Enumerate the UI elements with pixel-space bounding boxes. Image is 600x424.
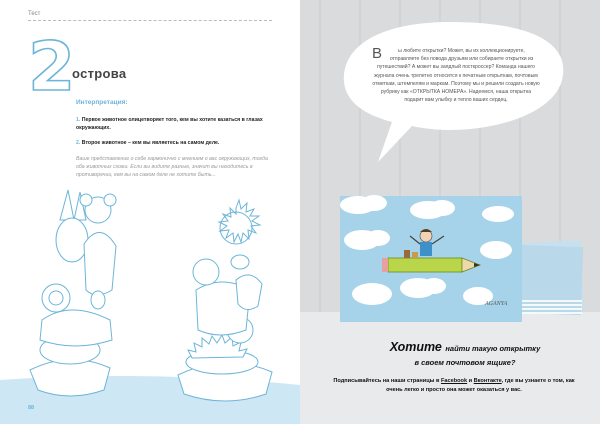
item-number: 1. [76, 117, 81, 123]
page-number: 88 [28, 405, 35, 411]
item-number: 2. [76, 140, 81, 146]
bubble-text [372, 47, 540, 104]
facebook-link[interactable]: Facebook [440, 378, 468, 384]
bear-head-icon [193, 259, 219, 285]
rabbit-icon [56, 218, 88, 262]
cta-title [340, 341, 590, 369]
main-postcard [340, 195, 522, 322]
big-number-two [26, 28, 86, 98]
right-page [300, 0, 600, 424]
cta-body-before: Подписывайтесь на наши страницы в [333, 378, 441, 384]
postcard-stack [516, 240, 584, 315]
interpretation-heading: Интерпретация: [76, 99, 128, 106]
bubble-body: ы любите открытки? Может, вы их коллекционируете, отправляете без повода друзьям или собираете открытки из путешествий? А может вы заядлый посткроссер? Команда нашего журнала очень трепетно относится к печатным открыткам, почтовым отметкам, штемпелям и маркам. Поэтому мы и решили создать новую рубрику как «ОТКРЫТКА НОМЕРА». Надеемся, наша открытка подарит вам улыбку и тепло ваших сердец. [372, 48, 540, 104]
pencil-icon [382, 258, 480, 272]
animal-islands-illustration [0, 180, 300, 424]
interpretation-note: Ваше представление о себе гармонично с мнением о вас окружающих, тогда оба животных схожи. Если вы видите разные, значит вы находитесь в противоречии, кем вы на самом деле не хотите быть... [76, 156, 268, 178]
cta-body-after: , где вы узнаете о том, как очень легко и просто она может оказаться у вас. [386, 378, 575, 393]
bird-icon [91, 291, 105, 309]
cta-title-main: Хотите [389, 340, 442, 354]
dog-icon [40, 310, 112, 346]
drop-cap: В [372, 45, 383, 62]
small-animal-icon [412, 252, 418, 258]
cta-body [328, 377, 580, 395]
section-label: Тест [28, 11, 41, 17]
small-animal-icon [404, 250, 410, 258]
item-text: Первое животное олицетворяет того, кем вы хотите казаться в глазах окружающих. [76, 117, 263, 131]
postcard-signature: AGANYA [485, 301, 508, 307]
page-title: острова [72, 66, 127, 81]
bird-icon [231, 255, 249, 269]
left-island [30, 359, 110, 396]
mouse-icon [84, 232, 116, 295]
interpretation-item [76, 116, 276, 132]
right-animal-stack [186, 200, 262, 374]
cta-title-rest: найти такую открытку [445, 344, 541, 353]
big-number-text: 2 [28, 28, 76, 98]
header-divider [28, 20, 272, 21]
vkontakte-link[interactable]: Вконтакте [473, 378, 502, 384]
left-animal-stack [40, 190, 116, 364]
fox-icon [236, 275, 262, 310]
cta-and: и [467, 378, 474, 384]
item-text: Второе животное – кем вы являетесь на самом деле. [81, 140, 220, 146]
cta-title-line2: в своем почтовом ящике? [414, 358, 516, 367]
interpretation-item [76, 139, 276, 147]
